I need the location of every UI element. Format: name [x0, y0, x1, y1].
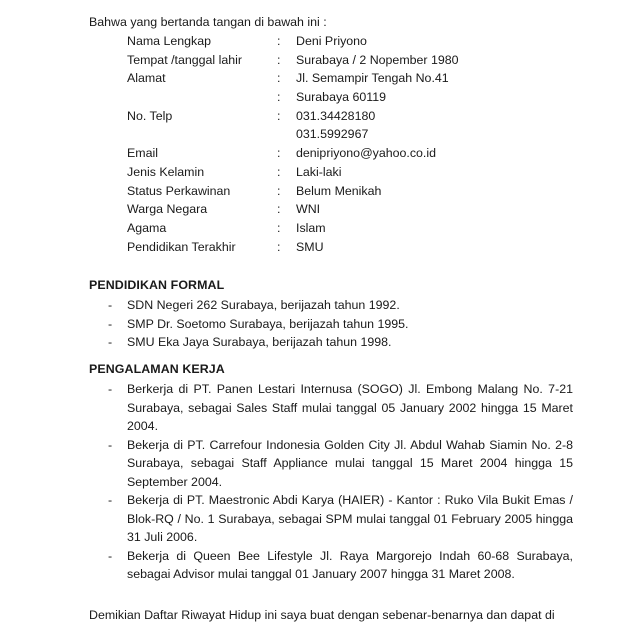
info-colon: : [277, 52, 281, 67]
info-value: WNI [296, 202, 321, 217]
info-colon: : [277, 164, 281, 179]
info-label: Agama [127, 220, 167, 235]
list-item [108, 491, 573, 547]
info-label: Warga Negara [127, 202, 208, 217]
info-value: Surabaya / 2 Nopember 1980 [296, 52, 459, 67]
info-value: SMU [296, 239, 324, 254]
info-value: Islam [296, 220, 326, 235]
info-colon: : [277, 146, 281, 161]
info-value: Jl. Semampir Tengah No.41 [296, 71, 449, 86]
info-colon: : [277, 183, 281, 198]
closing-paragraph: Demikian Daftar Riwayat Hidup ini saya buat dengan sebenar-benarnya dan dapat di [89, 608, 555, 622]
info-colon: : [277, 220, 281, 235]
info-colon: : [277, 90, 281, 105]
info-label: Pendidikan Terakhir [127, 239, 236, 254]
info-value: Laki-laki [296, 164, 342, 179]
experience-list [108, 380, 573, 584]
experience-item: Bekerja di PT. Carrefour Indonesia Golden City Jl. Abdul Wahab Siamin No. 2-8 Surabaya, sebagai Staff Appliance mulai tanggal 15 Maret 2004 hingga 15 September 2004. [127, 437, 573, 489]
list-item [108, 380, 573, 436]
info-colon: : [277, 108, 281, 123]
experience-item: Berkerja di PT. Panen Lestari Internusa (SOGO) Jl. Embong Malang No. 7-21 Surabaya, sebagai Sales Staff mulai tanggal 05 January 2002 hingga 15 Maret 2004. [127, 382, 573, 433]
education-heading: PENDIDIKAN FORMAL [89, 278, 225, 292]
info-value: 031.5992967 [296, 127, 369, 142]
education-list [108, 296, 573, 352]
info-label: No. Telp [127, 108, 173, 123]
experience-item: Bekerja di Queen Bee Lifestyle Jl. Raya Margorejo Indah 60-68 Surabaya, sebagai Advisor mulai tanggal 01 January 2007 hingga 31 Maret 2008. [127, 548, 573, 581]
experience-item: Bekerja di PT. Maestronic Abdi Karya (HAIER) - Kantor : Ruko Vila Bukit Emas / Blok-RQ / No. 1 Surabaya, sebagai SPM mulai tanggal 01 February 2005 hingga 31 Juli 2006. [127, 493, 573, 544]
info-label: Email [127, 146, 158, 161]
info-colon: : [277, 34, 281, 48]
list-item [108, 333, 573, 352]
info-label: Tempat /tanggal lahir [127, 52, 243, 67]
info-value: Surabaya 60119 [296, 90, 387, 105]
info-value: 031.34428180 [296, 108, 376, 123]
info-colon: : [277, 71, 281, 86]
info-colon: : [277, 202, 281, 217]
list-item [108, 296, 573, 315]
info-label: Status Perkawinan [127, 183, 231, 198]
bullet-dash: - [108, 298, 113, 312]
experience-heading: PENGALAMAN KERJA [89, 362, 225, 376]
education-item: SMU Eka Jaya Surabaya, berijazah tahun 1998. [127, 335, 392, 349]
list-item [108, 436, 573, 492]
info-value: Belum Menikah [296, 183, 382, 198]
bullet-dash: - [108, 382, 113, 396]
bullet-dash: - [108, 437, 113, 452]
info-label: Alamat [127, 71, 166, 86]
info-label: Nama Lengkap [127, 34, 212, 48]
education-item: SDN Negeri 262 Surabaya, berijazah tahun 1992. [127, 298, 400, 312]
bullet-dash: - [108, 335, 113, 349]
info-value: Deni Priyono [296, 34, 367, 48]
intro-text: Bahwa yang bertanda tangan di bawah ini : [89, 15, 327, 29]
bullet-dash: - [108, 316, 113, 331]
bullet-dash: - [108, 548, 113, 563]
info-colon: : [277, 239, 281, 254]
education-item: SMP Dr. Soetomo Surabaya, berijazah tahun 1995. [127, 316, 409, 331]
bullet-dash: - [108, 493, 113, 507]
list-item [108, 315, 573, 334]
list-item [108, 547, 573, 584]
info-value: denipriyono@yahoo.co.id [296, 146, 437, 161]
info-label: Jenis Kelamin [127, 164, 205, 179]
